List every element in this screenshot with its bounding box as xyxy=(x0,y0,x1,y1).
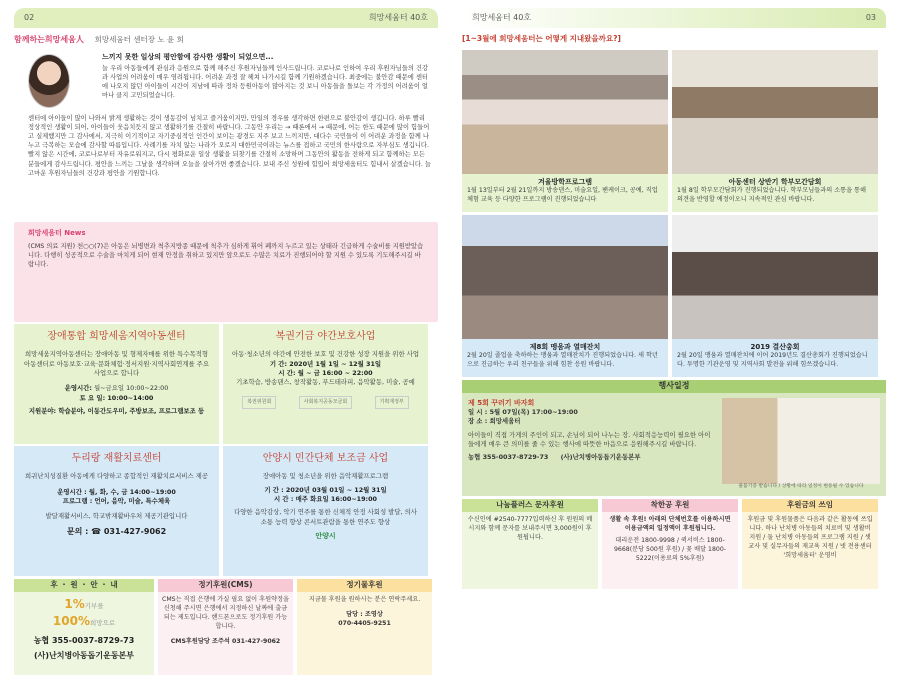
event-place: 장 소 : 희망세움터 xyxy=(468,417,521,426)
pct-2-sub: 희망으로 xyxy=(89,619,116,628)
welfare-programs: 기초학습, 방송댄스, 창작활동, 푸드테라피, 음악활동, 미술, 공예 xyxy=(236,378,415,387)
event-desc: 아이들이 직접 가게의 주인이 되고, 손님이 되어 나누는 장. 사회적응능력이 필요한 아이들에게 매우 큰 의미를 줄 수 있는 행사에 따뜻한 마음으로 응원해주시길 바랍니다. xyxy=(468,430,711,448)
photo-caption xyxy=(672,339,878,377)
sms-title: 나눔플러스 문자후원 xyxy=(462,499,598,512)
rehab-voucher: 발달재활서비스, 학교밖재활바우처 제공기관입니다 xyxy=(45,512,188,521)
cms-body xyxy=(158,592,293,675)
left-page xyxy=(14,8,438,661)
cms-info xyxy=(158,579,293,675)
greeting-paragraph-2: 센터에 아이들이 많이 나와서 밝게 생활하는 것이 생동감이 넘치고 즐거움이지만, 만일의 경우를 생각하면 한편으로 불안감이 생깁니다. 하루 빨리 정상적인 생활이 되어, 아이들이 웃음치듯지 않고 생활하기를 간절히 바랍니다. 그동안 우리는 → 때론에서 → 때문에, 어는 한도 때문에 많이 힘들어고 실제했지만 그 감사에서, 지극히 이기적이고 자기중심적인 인간이 보이는 광경도 지주 보고 느끼지만, 대다수 국민들이 이 어려운 과정을 함께 나누고 극복하는 모습에 감사할 따름입니다. 사례기를 자치 않는 나라가 오로지 대한민국이라는 뉴스를 접하고 국민의 한사람으로 자부심도 생깁니다. 빨지 않은 시간에, 코로나로부터 자유로워지고, 다시 평화로운 일상 생활을 되찾기를 간절히 소망하며 그동안의 활동을 전하게 되고 함께하는 모든 분들에게 감사드립니다. 평안을 느끼는 그날을 생각하며 오늘을 살아가면 좋겠습니다. 보내 주신 성원에 힘입어 희망세움터도 힘내서 살겠습니다. 늘 고마운 후원자님들의 건강과 평안을 기원합니다. xyxy=(28,114,431,177)
director-portrait xyxy=(28,54,70,108)
program-grid xyxy=(14,324,438,576)
cms-desc: CMS는 직접 은행에 가실 필요 없이 후원약정을 신청해 주시면 은행에서 지정하신 날짜에 출금되는 제도입니다. 핸드폰으로도 정기후원 가능합니다. xyxy=(162,595,289,630)
pct-1-sub: 기부를 xyxy=(84,601,104,610)
welfare-desc: 아동·청소년의 야간에 안전한 보호 및 건강한 성장 지원을 위한 사업 xyxy=(232,350,419,359)
issue-title: 희망세움터 40호 xyxy=(472,13,532,23)
general-assembly-photo xyxy=(672,215,878,339)
greeting-section xyxy=(14,50,438,220)
greeting-lead: 느끼지 못한 일상의 평안함에 감사한 생활이 되었으면... xyxy=(102,52,274,61)
photo-card xyxy=(462,50,668,212)
bazaar-photo-caption: 물품기증 받습니다 / 상황에 따라 일정이 변동될 수 있습니다 xyxy=(738,483,864,489)
good-call-donation xyxy=(602,499,738,589)
hours-saturday: 토 요 일: 10:00~14:00 xyxy=(79,393,154,402)
hours-label: 운영시간: xyxy=(64,384,92,393)
anyang-box xyxy=(223,446,428,576)
greeting-section-title xyxy=(14,34,438,46)
caption-title: 아동센터 상반기 학부모간담회 xyxy=(728,177,822,186)
caption-desc: 1월 13일부터 2월 21일까지 방송댄스, 미술요일, 팬케이크, 공예, 직업체험 교육 등 다양한 프로그램이 진행되었습니다 xyxy=(467,187,658,203)
photo-caption xyxy=(462,174,668,212)
sms-body: 수신인에 #2540-7777입력하신 후 원원의 메시지와 함께 문자를 보내주시면 3,000원이 후원됩니다. xyxy=(462,512,598,589)
parent-meeting-photo xyxy=(672,50,878,174)
photo-grid xyxy=(462,50,886,377)
caption-title: 겨울방학프로그램 xyxy=(537,177,593,186)
donation-body xyxy=(14,592,154,675)
issue-title: 희망세움터 40호 xyxy=(368,13,428,23)
rehab-box xyxy=(14,446,219,576)
donation-usage xyxy=(742,499,878,589)
anyang-period: 기 간 : 2020년 03월 01일 ~ 12월 31일 xyxy=(264,485,387,494)
donation-title: 후 ・ 원 ・ 안 ・ 내 xyxy=(14,579,154,592)
winter-program-photo xyxy=(462,50,668,174)
left-footer xyxy=(14,579,438,675)
good-call-body xyxy=(602,512,738,589)
page-number: 03 xyxy=(865,13,876,23)
left-header xyxy=(14,8,438,28)
event-holder: (사)난치병아동돕기운동본부 xyxy=(560,453,641,462)
greeting-paragraph-1: 늘 우리 아동들에게 관심과 응원으로 함께 해주신 후원자님들께 인사드립니다. 코로나로 인하여 우리 후원자님들의 건강과 사업의 어려움이 매우 염려됩니다. 어려운 과정 잘 헤쳐 나가시길 함께 기원하겠습니다. 최중에는 불안감 때문에 센터에 나오지 않던 아이들이 시간이 지남에 따라 정차 등원아동이 많아지는 것 보니 아동들을 돌보는 각 가정의 어려움이 얼마나 클지 고민되었습니다. xyxy=(102,64,429,100)
goods-desc: 지금물 후원을 원하시는 분은 연락주세요. xyxy=(308,595,421,603)
welfare-title: 복권기금 야간보호사업 xyxy=(275,330,376,342)
news-box xyxy=(14,222,438,322)
rehab-contact: 문의 : ☎ 031-427-9062 xyxy=(66,526,167,536)
donation-slogan-2 xyxy=(18,613,150,630)
center-box xyxy=(14,324,219,444)
news-title: 희망세움터 News xyxy=(28,228,86,237)
caption-desc: 2월 20일 졸업을 축하하는 맹움과 열매잔치가 진행되었습니다. 새 학년으로 진급하는 우리 친구들을 위해 힘찬 응원 바랍니다. xyxy=(467,352,658,368)
event-name: 제 5회 꾸러기 바자회 xyxy=(468,398,535,407)
sponsor-logos xyxy=(231,396,420,409)
hours-weekday: 월~금요일 10:00~22:00 xyxy=(94,384,169,393)
goods-contact: 담당 : 조영상 xyxy=(346,610,383,618)
usage-title: 후원금의 쓰임 xyxy=(742,499,878,512)
photo-card xyxy=(462,215,668,377)
right-footer xyxy=(462,499,886,589)
usage-body: 후원금 및 후원물품은 다음과 같은 활동에 쓰입니다. 하나 난치병 아동들의 치료비 및 생활비 지원 / 둘 난치병 아동들의 프로그램 지원 / 셋 교사 및 실무자들의 재교육 지원 / 넷 전용센터 '희망세움터' 운영비 xyxy=(742,512,878,589)
donation-info xyxy=(14,579,154,675)
pct-1: 1% xyxy=(64,596,85,611)
photo-card xyxy=(672,215,878,377)
center-support: 지원분야: 학습분야, 이동간도우미, 주방보조, 프로그램보조 등 xyxy=(28,406,205,415)
page-number: 02 xyxy=(24,13,35,23)
good-call-desc: 생활 속 후원! 아래의 단체번호를 이용하시면 이용금액의 일정액이 후원됩니다. xyxy=(609,515,731,532)
donation-bank: 농협 355-0037-8729-73 xyxy=(33,635,135,645)
cms-title: 정기후원(CMS) xyxy=(158,579,293,592)
anyang-title: 안양시 민간단체 보조금 사업 xyxy=(262,452,389,464)
goods-body xyxy=(297,592,432,675)
right-page xyxy=(462,8,886,630)
donation-holder: (사)난치병아동돕기운동본부 xyxy=(33,651,135,661)
graduation-photo xyxy=(462,215,668,339)
center-hours xyxy=(22,384,211,403)
good-call-title: 착한공 후원 xyxy=(602,499,738,512)
caption-title: 제8회 맹움과 열매잔치 xyxy=(529,342,601,351)
schedule-body xyxy=(468,398,716,463)
goods-title: 정기물후원 xyxy=(297,579,432,592)
center-desc: 희망세움지역아동센터는 장애아동 및 형제자매를 위한 특수목적형 아동센터로 아동보호·교육·문화체험·정서지원·지역사회연계를 주요사업으로 합니다 xyxy=(23,350,210,377)
greeting-label: 함께하는희망세움人 xyxy=(14,35,84,44)
anyang-desc: 장애아동 및 청소년을 위한 음악재활프로그램 xyxy=(262,472,389,481)
rehab-programs: 프로그램 : 언어, 음악, 미술, 특수체육 xyxy=(62,496,171,505)
sponsor-logo: 기획재정부 xyxy=(375,396,409,409)
rehab-hours: 운영시간 : 월, 화, 수, 금 14:00~19:00 xyxy=(57,487,176,496)
schedule-box xyxy=(462,380,886,496)
cms-contact: CMS후원담당 조주석 031-427-9062 xyxy=(170,637,281,645)
pct-2: 100% xyxy=(52,614,90,629)
photo-caption xyxy=(462,339,668,377)
event-date: 일 시 : 5월 07일(목) 17:00~19:00 xyxy=(468,408,578,417)
anyang-detail: 다양한 음악감상, 악기 연주를 통한 신체적 안정 사회성 발달, 의사소통 능력 향상 콘서트관람을 통한 연주도 향상 xyxy=(234,508,417,526)
right-header xyxy=(462,8,886,28)
welfare-period: 기 간: 2020년 1월 1일 ~ 12월 31일 xyxy=(269,359,382,368)
center-title: 장애통합 희망세움지역아동센터 xyxy=(47,330,186,342)
sponsor-logo: 복권위원회 xyxy=(242,396,276,409)
photo-caption xyxy=(672,174,878,212)
welfare-time: 시 간: 월 ~ 금 16:00 ~ 22:00 xyxy=(278,368,373,377)
event-account xyxy=(468,453,716,462)
schedule-title: 행사일정 xyxy=(462,380,886,393)
sms-donation xyxy=(462,499,598,589)
event-bank: 농협 355-0037-8729-73 xyxy=(468,453,549,462)
photo-card xyxy=(672,50,878,212)
anyang-time: 시 간 : 매주 화요일 16:00~19:00 xyxy=(274,494,377,503)
caption-desc: 2월 20일 맹움과 열매잔치에 이어 2019년도 결산총회가 진행되었습니다. 투명한 기관운영 및 지역사회 발전을 위해 힘쓰겠습니다. xyxy=(677,352,868,368)
goods-info xyxy=(297,579,432,675)
good-call-numbers: 대리운전 1800-9998 / 퀵서비스 1800-9668(분당 500원 후원) / 꽃 배달 1800-5222(이용료의 5%후원) xyxy=(613,536,727,562)
sponsor-logo: 사회복지공동모금회 xyxy=(299,396,352,409)
caption-title: 2019 결산총회 xyxy=(750,342,800,351)
rehab-desc: 희귀난치성질환 아동에게 다양하고 종합적인 재활치료서비스 제공 xyxy=(24,472,208,481)
greeting-writer: 희망세움터 센터장 노 윤 희 xyxy=(94,35,184,44)
anyang-city-seal: 안양시 xyxy=(315,531,336,540)
news-body: (CMS 의료 지원) 천○○(7)은 아동은 뇌병변과 척추지방종 때문에 척추가 심하게 휘어 폐까지 누르고 있는 상태라 긴급하게 수술비를 지원받았습니다. 다행히 성공적으로 수술을 마치게 되어 현재 안정을 취하고 있지만 앞으로도 수많은 치료가 진행되어야 할 지원 수 있도록 기도해주시길 바랍니다. xyxy=(28,243,424,269)
bazaar-photo xyxy=(722,398,880,484)
welfare-box xyxy=(223,324,428,444)
donation-slogan-1 xyxy=(18,596,150,613)
activities-banner: [1~3월에 희망세움터는 어떻게 지내왔을까요?] xyxy=(462,34,621,43)
rehab-title: 두리랑 재활치료센터 xyxy=(71,452,162,464)
caption-desc: 1월 8일 학부모간담회가 진행되었습니다. 학부모님들과의 소통을 통해 의견을 반영할 예정이오니 지속적인 관심 바랍니다. xyxy=(677,187,866,203)
goods-tel: 070-4405-9251 xyxy=(338,619,391,627)
